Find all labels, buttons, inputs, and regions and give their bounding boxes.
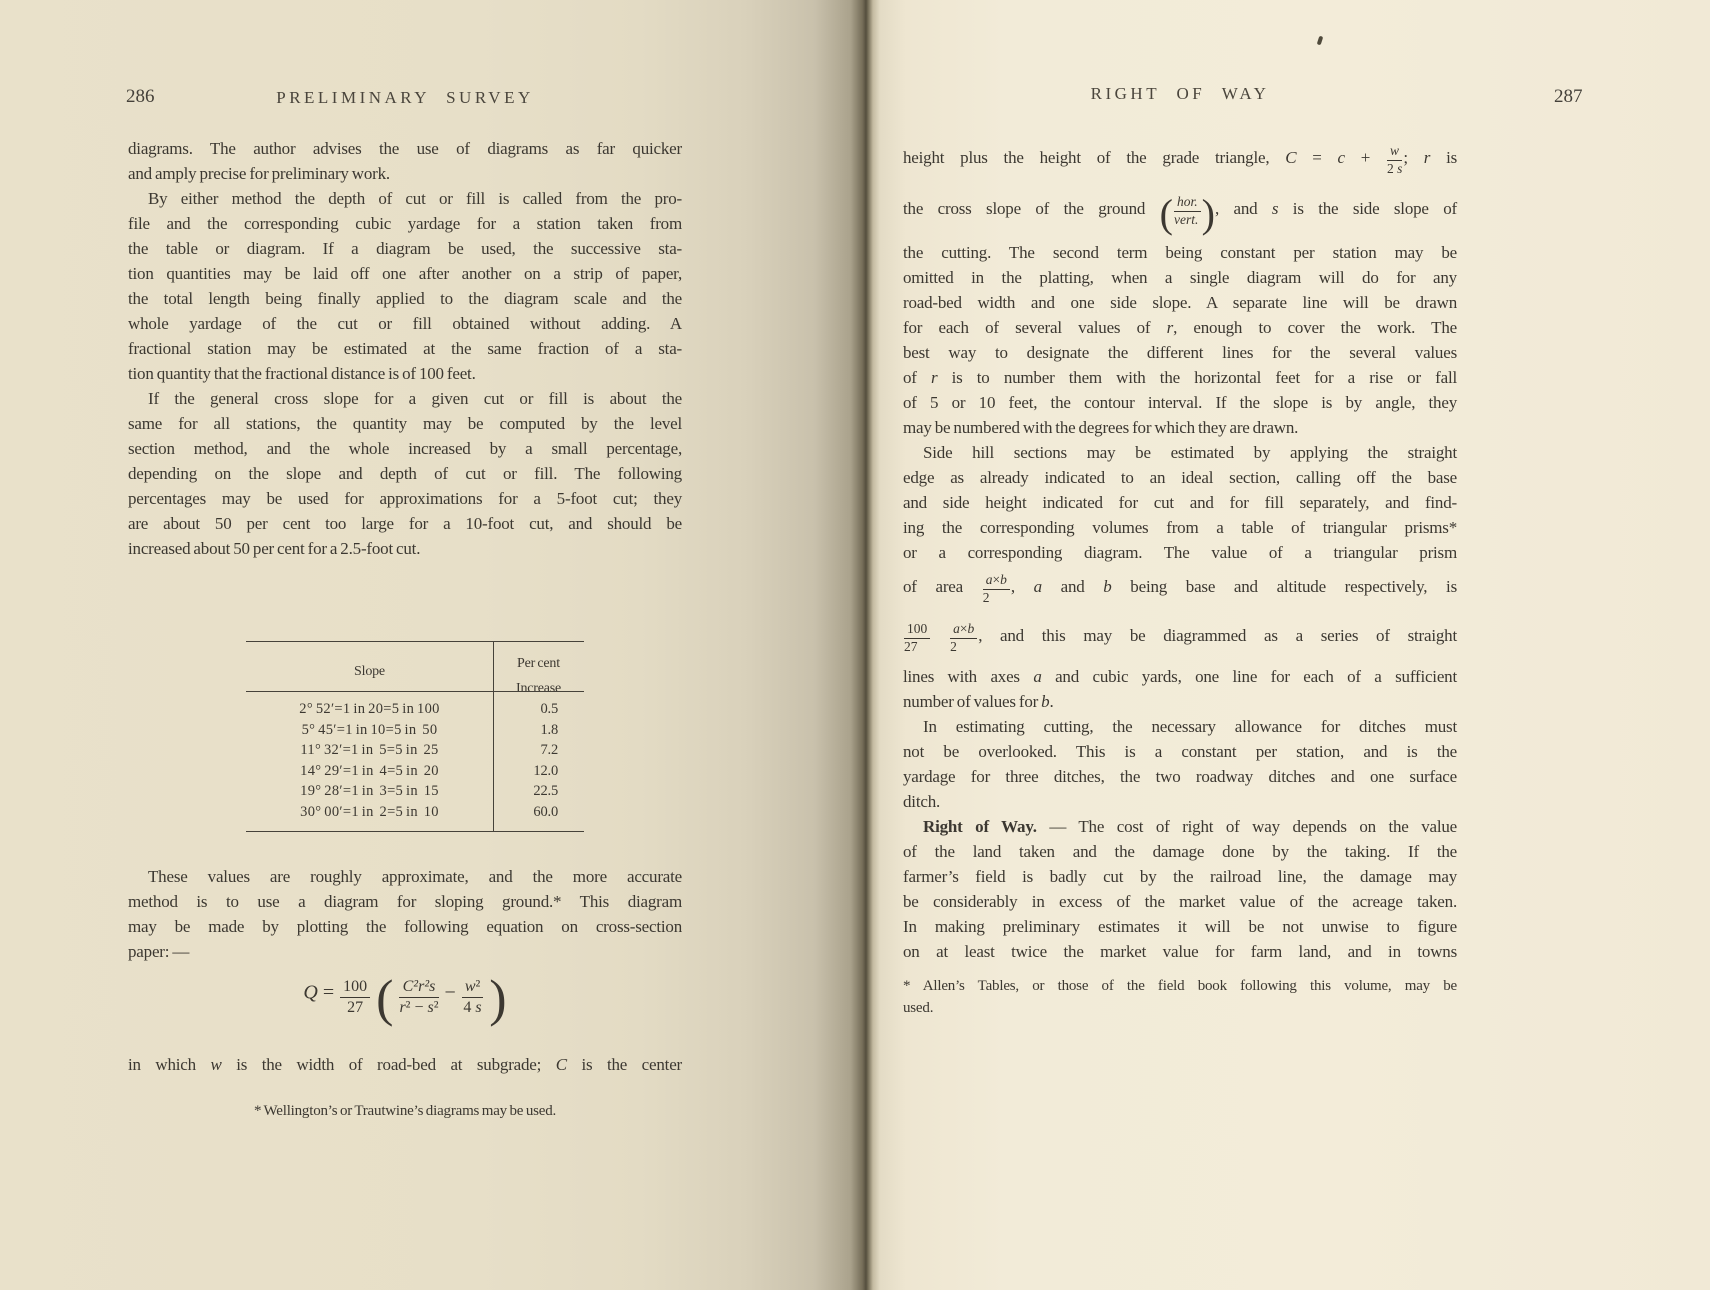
table-header-slope: Slope <box>354 664 385 679</box>
paragraph <box>903 664 1457 714</box>
paren-open: ( <box>376 970 394 1028</box>
paren-close: ) <box>489 970 507 1028</box>
text-line: depending on the slope and depth of cut or fill. The following <box>128 464 682 483</box>
line-text: , and s is the side slope of <box>1214 199 1457 218</box>
table-header-increase <box>493 651 584 701</box>
text-line: ditch. <box>903 792 941 811</box>
text-line: method is to use a diagram for sloping ground.* This diagram <box>128 892 682 911</box>
table-header-increase-line2: Increase <box>515 681 562 696</box>
paragraph <box>903 814 1457 964</box>
text-line: edge as already indicated to an ideal section, calling off the base <box>903 468 1457 487</box>
text-column-left <box>128 0 682 1290</box>
text-line: whole yardage of the cut or fill obtained without adding. A <box>128 314 682 333</box>
paragraph <box>903 714 1457 814</box>
slope-value: 11° 32′=1 in 5=5 in 25 <box>300 742 439 758</box>
line-text: ; r is <box>1403 148 1458 167</box>
table-row <box>246 781 584 802</box>
text-line: tion quantities may be laid off one after another on a strip of paper, <box>128 264 682 283</box>
table-row <box>246 699 584 720</box>
table-row <box>246 802 584 823</box>
paragraph <box>128 186 682 386</box>
fraction-ab-2: $\frac{a\times b}{2}$ <box>949 622 978 655</box>
fraction-w-2s: $\frac{w}{2 s}$ <box>1387 143 1403 176</box>
page-number-right: 287 <box>1554 86 1583 107</box>
text-line: file and the corresponding cubic yardage for a station taken from <box>128 214 682 233</box>
text-line: in which w is the width of road-bed at subgrade; C is the center <box>128 1055 682 1074</box>
running-head-right: RIGHT OF WAY <box>1090 84 1270 103</box>
text-column-right <box>903 0 1457 1290</box>
math-line-grade-triangle <box>903 136 1457 180</box>
table-rule-bottom <box>246 831 584 832</box>
text-line: of the land taken and the damage done by the taking. If the <box>903 842 1457 861</box>
fraction-100-27: $\frac{100}{27}$ <box>903 622 931 655</box>
table-rule-mid <box>246 691 584 692</box>
text-line: of r is to number them with the horizontal feet for a rise or fall <box>903 368 1458 387</box>
math-line-diagram <box>903 612 1457 660</box>
line-text: , and this may be diagrammed as a series of straight <box>978 626 1457 645</box>
text-line: for each of several values of r, enough to cover the work. The <box>903 318 1457 337</box>
paragraph <box>128 864 682 964</box>
text-line: the table or diagram. If a diagram be used, the successive sta- <box>128 239 682 258</box>
text-line: the cutting. The second term being constant per station may be <box>903 243 1457 262</box>
paragraph <box>903 440 1457 565</box>
increase-value: 22.5 <box>533 783 558 799</box>
text-line: may be numbered with the degrees for which they are drawn. <box>903 418 1299 437</box>
slope-value: 14° 29′=1 in 4=5 in 20 <box>300 762 439 779</box>
table-row <box>246 761 584 782</box>
equation-q <box>128 970 682 1028</box>
slope-value: 5° 45′=1 in 10=5 in 50 <box>301 721 438 738</box>
text-line: section method, and the whole increased by a small percentage, <box>128 439 682 458</box>
text-line: are about 50 per cent too large for a 10-foot cut, and should be <box>128 514 682 533</box>
footnote-left: * Wellington’s or Trautwine’s diagrams may be used. <box>253 1103 557 1119</box>
text-line: diagrams. The author advises the use of diagrams as far quicker <box>128 139 682 158</box>
text-line: increased about 50 per cent for a 2.5-foot cut. <box>128 539 421 558</box>
text-line: of 5 or 10 feet, the contour interval. If the slope is by angle, they <box>903 393 1457 412</box>
line-text: the cross slope of the ground <box>903 199 1160 218</box>
running-head-left: PRELIMINARY SURVEY <box>276 88 534 107</box>
fraction-100-27: $\frac{100}{27}$ <box>339 978 371 1016</box>
text-line: and amply precise for preliminary work. <box>128 164 390 183</box>
fraction-w2-4s: $\frac{\text{w²}}{4 s}$ <box>463 978 482 1016</box>
slope-value: 30° 00′=1 in 2=5 in 10 <box>300 803 439 820</box>
minus-sign: − <box>444 981 456 1004</box>
text-line: In making preliminary estimates it will be not unwise to figure <box>903 917 1457 936</box>
text-line: lines with axes a and cubic yards, one line for each of a sufficient <box>903 667 1458 686</box>
fraction-hor-vert: $\frac{\text{hor.}}{\text{vert.}}$ <box>1173 195 1202 228</box>
increase-value: 7.2 <box>540 742 558 758</box>
paren-close: ) <box>1201 191 1215 236</box>
text-line: If the general cross slope for a given cut or fill is about the <box>148 389 682 408</box>
fraction-ab-2: $\frac{a\times b}{2}$ <box>982 573 1011 606</box>
text-line: or a corresponding diagram. The value of a triangular prism <box>903 543 1457 562</box>
paragraph <box>903 240 1457 440</box>
line-text: height plus the height of the grade triangle, C = c + <box>903 148 1386 167</box>
text-line: not be overlooked. This is a constant per station, and is the <box>903 742 1457 761</box>
footnote-right <box>903 975 1457 1019</box>
text-line: may be made by plotting the following equation on cross-section <box>128 917 682 936</box>
increase-value: 0.5 <box>540 701 558 717</box>
paragraph <box>128 1052 682 1077</box>
text-line: on at least twice the market value for farm land, and in towns <box>903 942 1457 961</box>
text-line: These values are roughly approximate, and the more accurate <box>148 867 682 886</box>
text-line: number of values for b. <box>903 692 1054 711</box>
fraction-crs: $\frac{\text{C²r²s}}{\text{r² − s²}}$ <box>399 978 439 1016</box>
math-line-area <box>903 565 1457 609</box>
text-line: percentages may be used for approximations for a 5-foot cut; they <box>128 489 682 508</box>
table-rows <box>246 699 584 822</box>
text-line: same for all stations, the quantity may be computed by the level <box>128 414 682 433</box>
text-line: used. <box>903 1000 934 1016</box>
line-text: of area <box>903 577 982 596</box>
table-header-increase-line1: Per cent <box>517 656 560 671</box>
text-line: farmer’s field is badly cut by the railroad line, the damage may <box>903 867 1457 886</box>
paren-open: ( <box>1159 191 1173 236</box>
text-line: By either method the depth of cut or fill is called from the pro- <box>148 189 682 208</box>
text-line: be considerably in excess of the market value of the acreage taken. <box>903 892 1457 911</box>
page-right <box>866 0 1710 1290</box>
equation-lhs: Q = <box>303 981 335 1004</box>
text-line: Right of Way. — The cost of right of way depends on the value <box>923 817 1458 836</box>
math-line-cross-slope <box>903 184 1457 234</box>
text-line: ing the corresponding volumes from a table of triangular prisms* <box>903 518 1457 537</box>
text-line: the total length being finally applied to the diagram scale and the <box>128 289 682 308</box>
text-line: best way to designate the different lines for the several values <box>903 343 1457 362</box>
table-rule-top <box>246 641 584 642</box>
text-line: road-bed width and one side slope. A separate line will be drawn <box>903 293 1457 312</box>
table-row <box>246 740 584 761</box>
increase-value: 1.8 <box>540 721 558 738</box>
slope-table <box>246 641 584 837</box>
table-row <box>246 720 584 741</box>
text-line: * Allen’s Tables, or those of the field book following this volume, may be <box>903 978 1457 994</box>
paragraph <box>128 386 682 561</box>
page-number-left: 286 <box>126 86 155 107</box>
slope-value: 2° 52′=1 in 20=5 in 100 <box>299 701 440 717</box>
text-line: In estimating cutting, the necessary allowance for ditches must <box>923 717 1457 736</box>
text-line: omitted in the platting, when a single diagram will do for any <box>903 268 1457 287</box>
paragraph <box>128 136 682 186</box>
increase-value: 60.0 <box>533 803 558 820</box>
text-line: Side hill sections may be estimated by applying the straight <box>923 443 1457 462</box>
increase-value: 12.0 <box>533 762 558 779</box>
text-line: tion quantity that the fractional distance is of 100 feet. <box>128 364 476 383</box>
text-line: yardage for three ditches, the two roadway ditches and one surface <box>903 767 1457 786</box>
text-line: and side height indicated for cut and for fill separately, and find- <box>903 493 1457 512</box>
text-line: paper: — <box>128 942 190 961</box>
slope-value: 19° 28′=1 in 3=5 in 15 <box>300 783 439 799</box>
line-text: , a and b being base and altitude respectively, is <box>1010 577 1457 596</box>
text-line: fractional station may be estimated at the same fraction of a sta- <box>128 339 682 358</box>
